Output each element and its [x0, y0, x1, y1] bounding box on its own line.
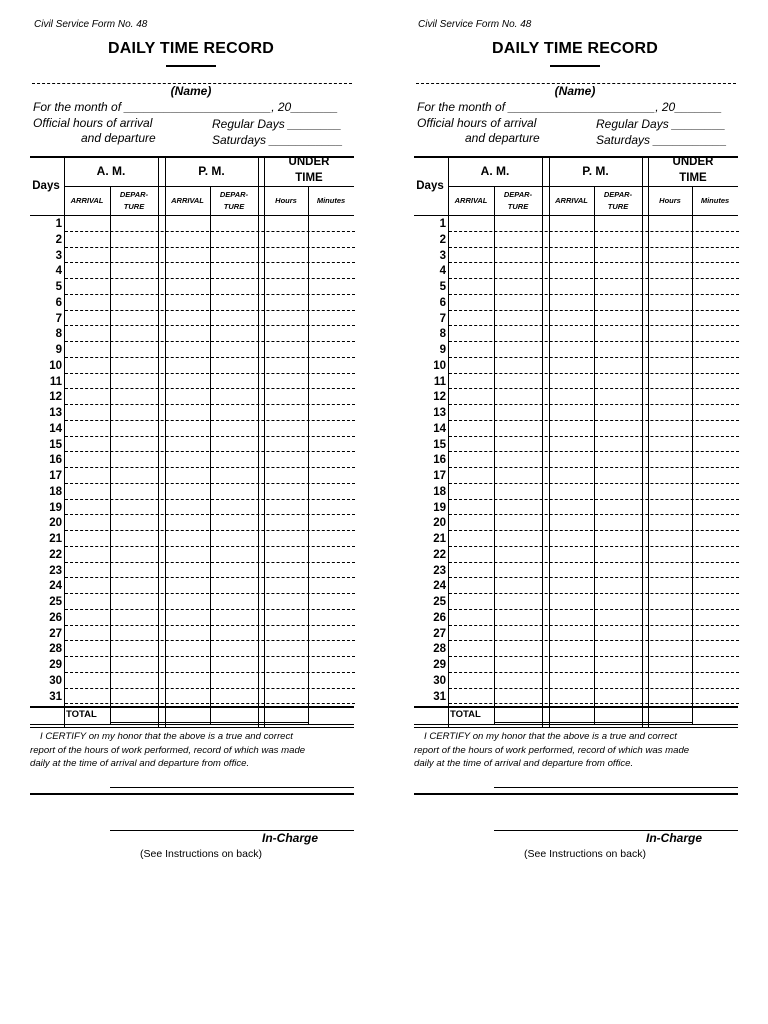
day-number: 10	[49, 359, 62, 372]
time-header: TIME	[679, 172, 707, 184]
day-number: 31	[49, 690, 62, 703]
day-row-dashed-line	[65, 420, 355, 421]
minutes-header: Minutes	[700, 196, 730, 205]
day-row-dashed-line	[449, 672, 739, 673]
month-line: For the month of ______________________, 20_______	[417, 100, 722, 114]
certification-line: daily at the time of arrival and departure from office.	[30, 758, 250, 769]
pm-departure-header: DEPAR-	[219, 190, 249, 199]
day-number: 4	[55, 265, 62, 278]
day-number: 24	[433, 580, 446, 593]
month-line: For the month of ______________________, 20_______	[33, 100, 338, 114]
day-row-dashed-line	[449, 310, 739, 311]
am-pm-double-line	[542, 156, 543, 728]
certification-line: I CERTIFY on my honor that the above is a true and correct	[40, 731, 293, 742]
day-row-dashed-line	[449, 436, 739, 437]
header-divider	[448, 186, 738, 187]
day-row-dashed-line	[449, 467, 739, 468]
day-row-dashed-line	[65, 703, 355, 704]
regular-days-field: Regular Days ________	[596, 117, 726, 131]
hours-header: Hours	[275, 196, 297, 205]
certification-line: report of the hours of work performed, record of which was made	[414, 744, 690, 756]
am-arrival-header: ARRIVAL	[454, 196, 488, 205]
certification-text	[30, 730, 356, 771]
regular-days-field: Regular Days ________	[212, 117, 342, 131]
day-row-dashed-line	[449, 593, 739, 594]
minutes-header: Minutes	[316, 196, 346, 205]
day-number: 20	[49, 517, 62, 530]
day-number: 15	[49, 438, 62, 451]
day-row-dashed-line	[65, 341, 355, 342]
am-arrival-line	[494, 186, 495, 724]
total-label: TOTAL	[450, 709, 481, 720]
pm-under-double-line-2	[264, 156, 265, 728]
under-header: UNDER	[288, 156, 330, 168]
am-pm-double-line-2	[549, 156, 550, 728]
pm-header: P. M.	[582, 164, 609, 178]
day-row-dashed-line	[65, 625, 355, 626]
day-row-dashed-line	[449, 514, 739, 515]
day-number: 2	[439, 233, 446, 246]
am-header: A. M.	[480, 164, 510, 178]
dtr-form-right	[412, 0, 738, 1024]
day-row-dashed-line	[65, 325, 355, 326]
day-row-dashed-line	[65, 262, 355, 263]
hours-minutes-line	[692, 186, 693, 724]
day-row-dashed-line	[449, 373, 739, 374]
day-row-dashed-line	[65, 278, 355, 279]
day-row-dashed-line	[449, 278, 739, 279]
form-title: DAILY TIME RECORD	[491, 40, 659, 57]
day-number: 31	[433, 690, 446, 703]
official-hours-label: Official hours of arrival	[417, 116, 537, 130]
am-pm-double-line	[158, 156, 159, 728]
verification-line	[414, 793, 738, 795]
day-number: 3	[439, 249, 446, 262]
employee-signature-line[interactable]	[110, 787, 354, 788]
table-bottom-border-2	[30, 727, 354, 728]
pm-under-double-line	[258, 156, 259, 728]
day-number: 26	[433, 611, 446, 624]
table-bottom-border	[414, 724, 738, 725]
day-row-dashed-line	[449, 404, 739, 405]
hours-minutes-line	[308, 186, 309, 724]
form-number: Civil Service Form No. 48	[418, 19, 532, 30]
day-row-dashed-line	[449, 388, 739, 389]
day-row-dashed-line	[65, 247, 355, 248]
day-number: 10	[433, 359, 446, 372]
pm-header: P. M.	[198, 164, 225, 178]
day-number: 12	[433, 391, 446, 404]
name-label: (Name)	[170, 84, 212, 98]
day-row-dashed-line	[65, 483, 355, 484]
pm-departure-header: DEPAR-	[603, 190, 633, 199]
day-row-dashed-line	[65, 404, 355, 405]
day-row-dashed-line	[65, 294, 355, 295]
day-number: 2	[55, 233, 62, 246]
day-row-dashed-line	[65, 451, 355, 452]
body-bottom-border	[414, 706, 738, 708]
day-number: 23	[433, 564, 446, 577]
day-row-dashed-line	[449, 325, 739, 326]
day-row-dashed-line	[65, 388, 355, 389]
day-row-dashed-line	[449, 546, 739, 547]
certification-line: daily at the time of arrival and departure from office.	[414, 758, 634, 769]
day-number: 30	[49, 674, 62, 687]
table-bottom-border-2	[414, 727, 738, 728]
day-number: 8	[55, 328, 62, 341]
day-number: 29	[433, 659, 446, 671]
form-title: DAILY TIME RECORD	[107, 40, 275, 57]
day-number: 22	[49, 548, 62, 561]
day-number: 9	[55, 344, 62, 356]
pm-under-double-line-2	[648, 156, 649, 728]
day-number: 4	[439, 265, 446, 278]
day-row-dashed-line	[65, 656, 355, 657]
title-underline	[166, 65, 216, 67]
day-row-dashed-line	[65, 577, 355, 578]
day-row-dashed-line	[449, 499, 739, 500]
day-row-dashed-line	[449, 262, 739, 263]
pm-arrival-line	[210, 186, 211, 724]
am-departure-header-2: TURE	[507, 202, 529, 211]
day-number: 8	[439, 328, 446, 341]
day-number: 25	[433, 596, 446, 608]
am-departure-header: DEPAR-	[119, 190, 149, 199]
title-underline	[550, 65, 600, 67]
day-row-dashed-line	[449, 625, 739, 626]
day-number: 18	[433, 485, 446, 498]
day-number: 13	[433, 407, 446, 419]
day-row-dashed-line	[449, 483, 739, 484]
pm-arrival-header: ARRIVAL	[171, 196, 204, 205]
header-bottom-border	[414, 215, 738, 216]
day-number: 9	[439, 344, 446, 356]
day-number: 21	[49, 533, 62, 545]
day-row-dashed-line	[65, 546, 355, 547]
day-number: 13	[49, 407, 62, 419]
day-number: 20	[433, 517, 446, 530]
day-number: 17	[49, 470, 62, 482]
day-row-dashed-line	[449, 247, 739, 248]
day-number: 16	[49, 454, 62, 467]
day-row-dashed-line	[449, 357, 739, 358]
day-row-dashed-line	[449, 294, 739, 295]
day-number: 27	[49, 627, 62, 640]
day-row-dashed-line	[449, 688, 739, 689]
header-divider	[64, 186, 354, 187]
day-row-dashed-line	[65, 672, 355, 673]
day-number: 28	[49, 643, 62, 656]
pm-departure-header-2: TURE	[223, 202, 245, 211]
day-number: 5	[439, 281, 446, 293]
hours-header: Hours	[659, 196, 681, 205]
day-number: 23	[49, 564, 62, 577]
day-row-dashed-line	[449, 530, 739, 531]
day-number: 7	[439, 312, 446, 325]
day-number: 5	[55, 281, 62, 293]
day-row-dashed-line	[449, 656, 739, 657]
table-bottom-border	[30, 724, 354, 725]
day-row-dashed-line	[449, 231, 739, 232]
day-row-dashed-line	[65, 436, 355, 437]
day-number: 19	[433, 501, 446, 514]
day-number: 29	[49, 659, 62, 671]
day-number: 6	[55, 296, 62, 309]
day-number: 16	[433, 454, 446, 467]
official-hours-label-2: and departure	[81, 131, 156, 145]
day-number: 24	[49, 580, 62, 593]
saturdays-field: Saturdays ___________	[212, 133, 343, 147]
days-header: Days	[416, 180, 444, 192]
day-number: 19	[49, 501, 62, 514]
days-column-line	[64, 156, 65, 728]
total-underline	[110, 722, 308, 723]
days-header: Days	[32, 180, 60, 192]
am-departure-header-2: TURE	[123, 202, 145, 211]
day-row-dashed-line	[65, 373, 355, 374]
day-number: 28	[433, 643, 446, 656]
name-label: (Name)	[554, 84, 596, 98]
day-number: 11	[49, 375, 62, 388]
day-row-dashed-line	[449, 451, 739, 452]
day-number: 25	[49, 596, 62, 608]
header-bottom-border	[30, 215, 354, 216]
day-row-dashed-line	[65, 514, 355, 515]
day-row-dashed-line	[65, 688, 355, 689]
in-charge-label: In-Charge	[262, 831, 319, 845]
day-number: 11	[433, 375, 446, 388]
instructions-note: (See Instructions on back)	[524, 848, 646, 860]
day-number: 14	[433, 422, 446, 435]
day-row-dashed-line	[449, 640, 739, 641]
am-arrival-header: ARRIVAL	[70, 196, 104, 205]
day-number: 7	[55, 312, 62, 325]
day-number: 15	[433, 438, 446, 451]
day-row-dashed-line	[65, 640, 355, 641]
verification-line	[30, 793, 354, 795]
day-row-dashed-line	[449, 609, 739, 610]
day-row-dashed-line	[449, 341, 739, 342]
day-number: 18	[49, 485, 62, 498]
under-header: UNDER	[672, 156, 714, 168]
pm-arrival-line	[594, 186, 595, 724]
pm-under-double-line	[642, 156, 643, 728]
am-departure-header: DEPAR-	[503, 190, 533, 199]
saturdays-field: Saturdays ___________	[596, 133, 727, 147]
day-row-dashed-line	[65, 231, 355, 232]
instructions-note: (See Instructions on back)	[140, 848, 262, 860]
day-number: 21	[433, 533, 446, 545]
day-row-dashed-line	[449, 703, 739, 704]
day-number: 30	[433, 674, 446, 687]
day-number: 22	[433, 548, 446, 561]
day-number: 6	[439, 296, 446, 309]
day-row-dashed-line	[449, 420, 739, 421]
day-row-dashed-line	[65, 357, 355, 358]
day-row-dashed-line	[65, 593, 355, 594]
total-label: TOTAL	[66, 709, 97, 720]
day-number: 17	[433, 470, 446, 482]
pm-departure-header-2: TURE	[607, 202, 629, 211]
am-pm-double-line-2	[165, 156, 166, 728]
day-row-dashed-line	[65, 499, 355, 500]
pm-arrival-header: ARRIVAL	[555, 196, 588, 205]
employee-signature-line[interactable]	[494, 787, 738, 788]
day-row-dashed-line	[65, 530, 355, 531]
day-row-dashed-line	[65, 310, 355, 311]
dtr-form-left	[28, 0, 354, 1024]
day-number: 3	[55, 249, 62, 262]
certification-line: report of the hours of work performed, record of which was made	[30, 744, 306, 756]
total-underline	[494, 722, 692, 723]
day-row-dashed-line	[449, 562, 739, 563]
certification-line: I CERTIFY on my honor that the above is a true and correct	[424, 731, 677, 742]
day-number: 26	[49, 611, 62, 624]
day-row-dashed-line	[65, 467, 355, 468]
official-hours-label-2: and departure	[465, 131, 540, 145]
day-number: 14	[49, 422, 62, 435]
days-column-line	[448, 156, 449, 728]
day-number: 1	[439, 218, 446, 230]
form-number: Civil Service Form No. 48	[34, 19, 148, 30]
body-bottom-border	[30, 706, 354, 708]
day-number: 1	[55, 218, 62, 230]
time-header: TIME	[295, 172, 323, 184]
am-arrival-line	[110, 186, 111, 724]
day-row-dashed-line	[65, 562, 355, 563]
certification-text	[414, 730, 740, 771]
am-header: A. M.	[96, 164, 126, 178]
in-charge-label: In-Charge	[646, 831, 703, 845]
day-number: 27	[433, 627, 446, 640]
day-number: 12	[49, 391, 62, 404]
day-row-dashed-line	[449, 577, 739, 578]
day-row-dashed-line	[65, 609, 355, 610]
official-hours-label: Official hours of arrival	[33, 116, 153, 130]
